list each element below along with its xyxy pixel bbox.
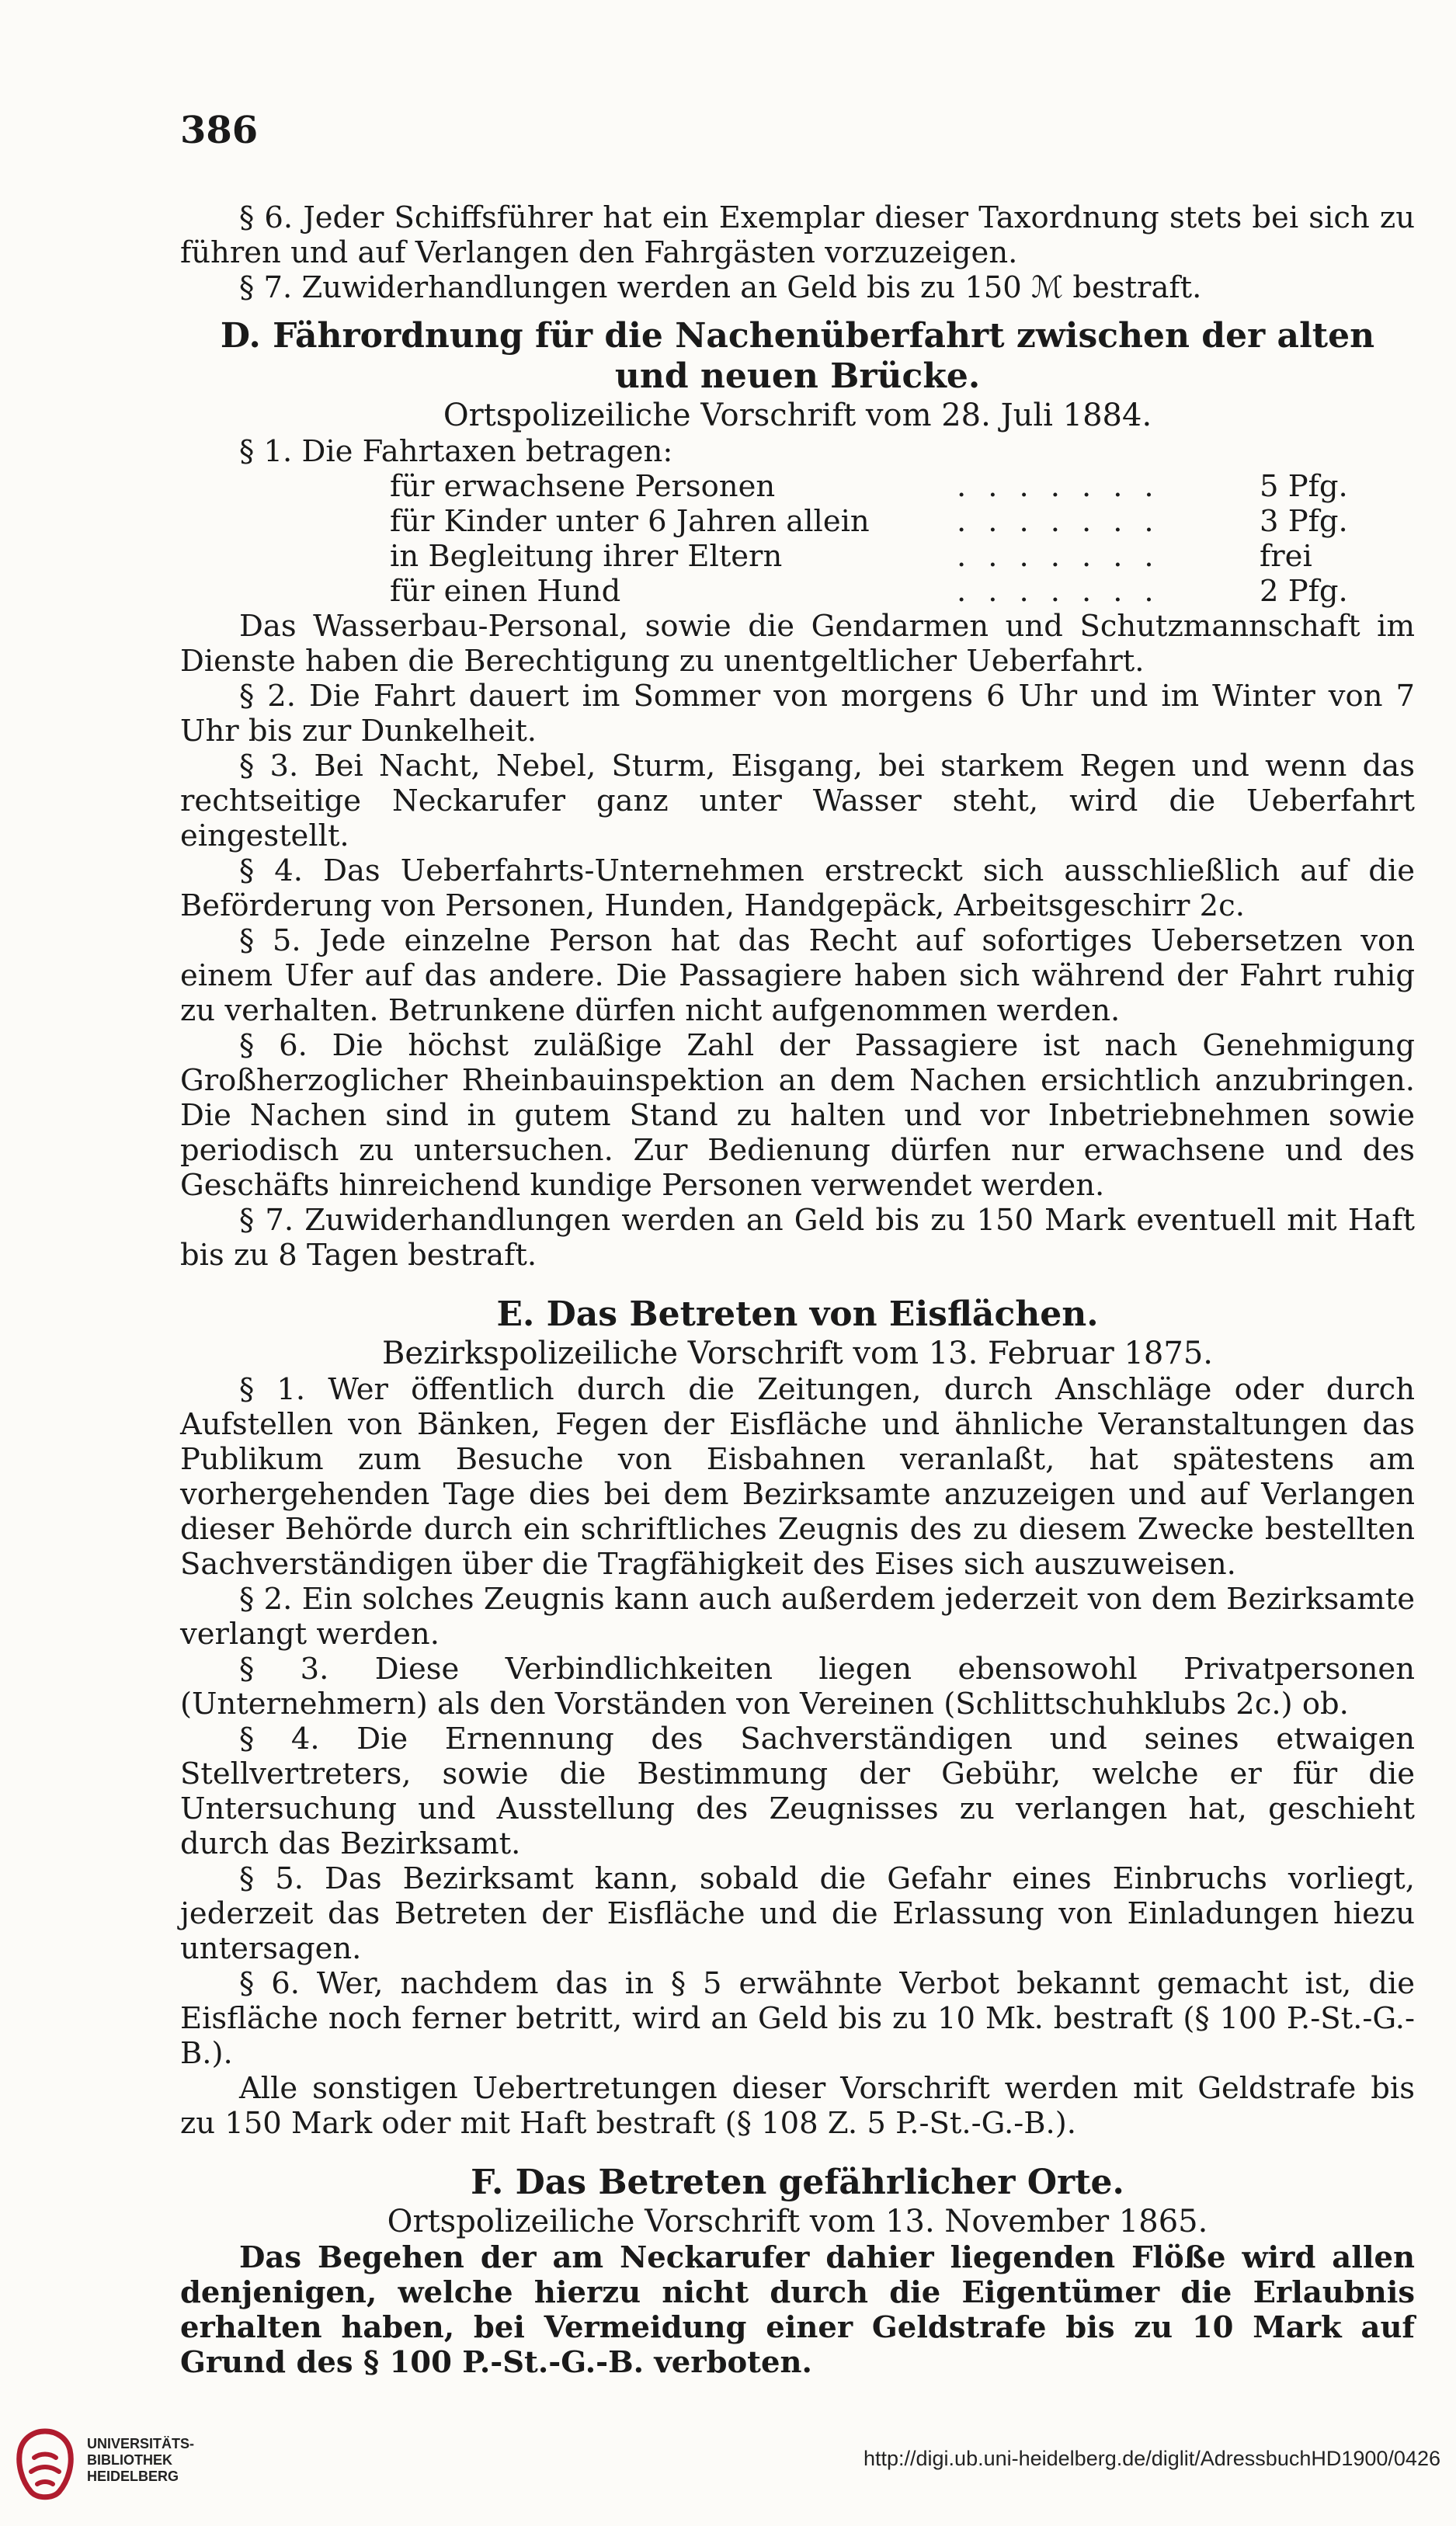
section-f-paragraph: Das Begehen der am Neckarufer dahier liegenden Flöße wird allen denjenigen, welche hierzu nicht durch die Eigentümer die Erlaubnis erhalten haben, bei Vermeidung einer Geldstrafe bis zu 10 Mark auf Grund des § 100 P.-St.-G.-B. verboten.	[180, 2240, 1415, 2380]
fare-dots: .......	[957, 504, 1176, 539]
fare-value: 2 Pfg.	[1260, 574, 1348, 609]
fare-row	[180, 539, 1415, 574]
section-d-paragraph: § 3. Bei Nacht, Nebel, Sturm, Eisgang, bei starkem Regen und wenn das rechtseitige Neckarufer ganz unter Wasser steht, wird die Ueberfahrt eingestellt.	[180, 749, 1415, 853]
page-number: 386	[180, 109, 259, 152]
fare-value: 5 Pfg.	[1260, 469, 1348, 504]
section-e-paragraph: § 4. Die Ernennung des Sachverständigen und seines etwaigen Stellvertreters, sowie die Bestimmung der Gebühr, welche er für die Untersuchung und Ausstellung des Zeugnisses zu verlangen hat, geschieht durch das Bezirksamt.	[180, 1722, 1415, 1861]
section-e-paragraph: § 6. Wer, nachdem das in § 5 erwähnte Verbot bekannt gemacht ist, die Eisfläche noch ferner betritt, wird an Geld bis zu 10 Mk. bestraft (§ 100 P.-St.-G.-B.).	[180, 1966, 1415, 2071]
section-d-paragraph: Das Wasserbau-Personal, sowie die Gendarmen und Schutzmannschaft im Dienste haben die Berechtigung zu unentgeltlicher Ueberfahrt.	[180, 609, 1415, 679]
section-f-title: F. Das Betreten gefährlicher Orte.	[471, 2163, 1124, 2202]
section-d-paragraph: § 4. Das Ueberfahrts-Unternehmen erstreckt sich ausschließlich auf die Beförderung von Personen, Hunden, Handgepäck, Arbeitsgeschirr 2c.	[180, 853, 1415, 923]
fare-label: in Begleitung ihrer Eltern	[390, 539, 783, 574]
fare-label: für Kinder unter 6 Jahren allein	[390, 504, 870, 539]
fare-dots: .......	[957, 539, 1176, 574]
fare-value: 3 Pfg.	[1260, 504, 1348, 539]
footer	[0, 2410, 1456, 2526]
fare-dots: .......	[957, 574, 1176, 609]
section-e-paragraph: § 2. Ein solches Zeugnis kann auch außerdem jederzeit von dem Bezirksamte verlangt werden.	[180, 1582, 1415, 1652]
section-f-subtitle: Ortspolizeiliche Vorschrift vom 13. November 1865.	[387, 2204, 1208, 2239]
institution-name	[87, 2436, 194, 2485]
fare-label: für erwachsene Personen	[390, 469, 776, 504]
fare-value: frei	[1260, 539, 1312, 574]
institution-line: UNIVERSITÄTS-	[87, 2436, 195, 2451]
fare-dots: .......	[957, 469, 1176, 504]
section-d-subtitle: Ortspolizeiliche Vorschrift vom 28. Juli 1884.	[443, 398, 1152, 433]
fare-row	[180, 504, 1415, 539]
section-e-paragraph: § 3. Diese Verbindlichkeiten liegen ebensowohl Privatpersonen (Unternehmern) als den Vorständen von Vereinen (Schlittschuhklubs 2c.) ob.	[180, 1652, 1415, 1722]
institution-line: HEIDELBERG	[87, 2469, 179, 2484]
source-url[interactable]: http://digi.ub.uni-heidelberg.de/diglit/AdressbuchHD1900/0426	[863, 2447, 1440, 2470]
section-e-subtitle: Bezirkspolizeiliche Vorschrift vom 13. Februar 1875.	[382, 1336, 1213, 1371]
fare-label: für einen Hund	[390, 574, 621, 609]
fare-row	[180, 574, 1415, 609]
intro-paragraph-6: § 6. Jeder Schiffsführer hat ein Exemplar dieser Taxordnung stets bei sich zu führen und auf Verlangen den Fahrgästen vorzuzeigen.	[180, 200, 1415, 270]
section-d-title: D. Fährordnung für die Nachenüberfahrt zwischen der alten und neuen Brücke.	[220, 316, 1375, 396]
section-d-paragraph: § 2. Die Fahrt dauert im Sommer von morgens 6 Uhr und im Winter von 7 Uhr bis zur Dunkelheit.	[180, 679, 1415, 749]
section-d-paragraph: § 7. Zuwiderhandlungen werden an Geld bis zu 150 Mark eventuell mit Haft bis zu 8 Tagen bestraft.	[180, 1203, 1415, 1273]
section-d-paragraph: § 6. Die höchst zuläßige Zahl der Passagiere ist nach Genehmigung Großherzoglicher Rheinbauinspektion an dem Nachen ersichtlich anzubringen. Die Nachen sind in gutem Stand zu halten und vor Inbetriebnehmen sowie periodisch zu untersuchen. Zur Bedienung dürfen nur erwachsene und des Geschäfts hinreichend kundige Personen verwendet werden.	[180, 1028, 1415, 1203]
fares-intro: § 1. Die Fahrtaxen betragen:	[239, 434, 673, 469]
section-e-title: E. Das Betreten von Eisflächen.	[496, 1294, 1099, 1334]
section-e-paragraph: § 5. Das Bezirksamt kann, sobald die Gefahr eines Einbruchs vorliegt, jederzeit das Betreten der Eisfläche und die Erlassung von Einladungen hiezu untersagen.	[180, 1861, 1415, 1966]
fare-row	[180, 469, 1415, 504]
section-e-paragraph: § 1. Wer öffentlich durch die Zeitungen, durch Anschläge oder durch Aufstellen von Bänken, Fegen der Eisfläche und ähnliche Veranstaltungen das Publikum zum Besuche von Eisbahnen veranlaßt, hat spätestens am vorhergehenden Tage dies bei dem Bezirksamte anzuzeigen und auf Verlangen dieser Behörde durch ein schriftliches Zeugnis des zu diesem Zwecke bestellten Sachverständigen über die Tragfähigkeit des Eises sich auszuweisen.	[180, 1372, 1415, 1582]
intro-paragraph-7: § 7. Zuwiderhandlungen werden an Geld bis zu 150 ℳ bestraft.	[239, 270, 1202, 305]
institution-line: BIBLIOTHEK	[87, 2452, 172, 2468]
university-seal-icon	[11, 2427, 79, 2504]
section-e-paragraph: Alle sonstigen Uebertretungen dieser Vorschrift werden mit Geldstrafe bis zu 150 Mark oder mit Haft bestraft (§ 108 Z. 5 P.-St.-G.-B.).	[180, 2071, 1415, 2141]
section-d-paragraph: § 5. Jede einzelne Person hat das Recht auf sofortiges Uebersetzen von einem Ufer auf das andere. Die Passagiere haben sich während der Fahrt ruhig zu verhalten. Betrunkene dürfen nicht aufgenommen werden.	[180, 923, 1415, 1028]
page-text	[180, 200, 1415, 2380]
